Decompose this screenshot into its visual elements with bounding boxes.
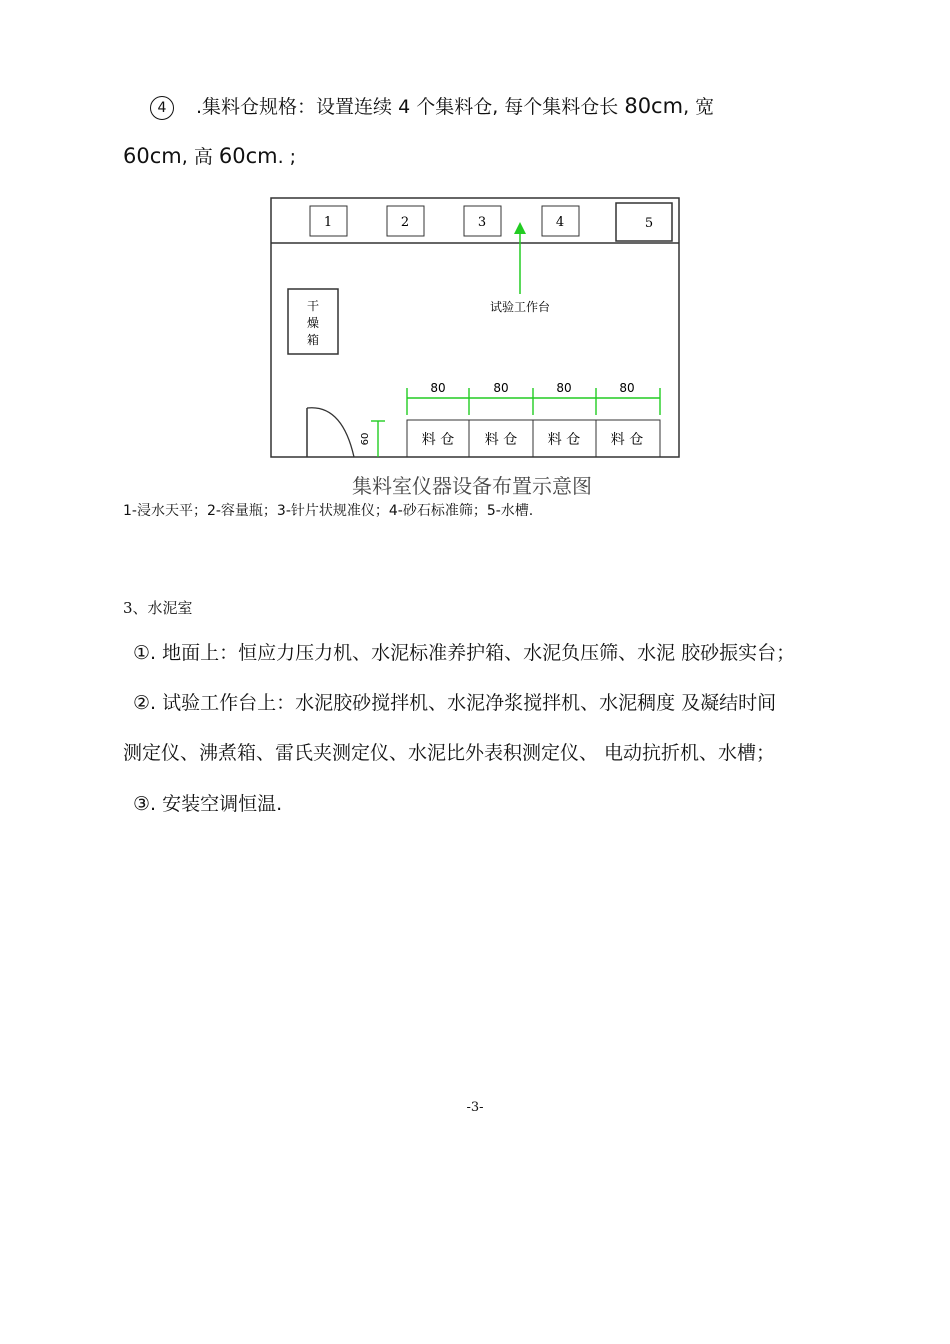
section-heading: 3、水泥室 bbox=[123, 599, 193, 617]
circled-number-marker: 4 bbox=[150, 96, 174, 120]
drying-oven-label: 燥 bbox=[306, 316, 320, 330]
list-item: ②. 试验工作台上：水泥胶砂搅拌机、水泥净浆搅拌机、水泥稠度 及凝结时间 bbox=[133, 692, 777, 714]
page-number: -3- bbox=[466, 1100, 484, 1115]
aggregate-bin-label: 料 仓 bbox=[547, 432, 581, 448]
list-item: ③. 安装空调恒温. bbox=[133, 793, 283, 815]
aggregate-bin-label: 料 仓 bbox=[610, 432, 644, 448]
drying-oven-label: 干 bbox=[306, 299, 320, 313]
equipment-box-label: 1 bbox=[323, 215, 333, 230]
spec-width: 60cm bbox=[123, 144, 182, 168]
equipment-box-label: 4 bbox=[555, 215, 565, 230]
equipment-box-label: 3 bbox=[477, 215, 487, 230]
layout-diagram bbox=[270, 196, 685, 500]
figure-caption: 1-浸水天平；2-容量瓶；3-针片状规准仪；4-砂石标准筛；5-水槽. bbox=[123, 503, 534, 519]
equipment-box-label: 2 bbox=[400, 215, 410, 230]
door-swing-arc bbox=[307, 408, 354, 457]
dimension-label: 80 bbox=[430, 381, 446, 395]
workbench-label: 试验工作台 bbox=[489, 300, 551, 314]
dimension-label: 80 bbox=[493, 381, 509, 395]
list-item-continued: 测定仪、沸煮箱、雷氏夹测定仪、水泥比外表积测定仪、 电动抗折机、水槽； bbox=[123, 742, 776, 764]
spec-text: .集料仓规格：设置连续 4 个集料仓, 每个集料仓长 bbox=[196, 96, 625, 118]
spec-end: . ; bbox=[277, 146, 297, 168]
dimension-label: 80 bbox=[556, 381, 572, 395]
dimension-label: 80 bbox=[619, 381, 635, 395]
spec-line-2 bbox=[123, 142, 296, 169]
room-outline bbox=[271, 198, 679, 457]
list-item: ①. 地面上：恒应力压力机、水泥标准养护箱、水泥负压筛、水泥 胶砂振实台； bbox=[133, 642, 796, 664]
figure-title: 集料室仪器设备布置示意图 bbox=[352, 474, 592, 498]
spec-height: 60cm bbox=[218, 144, 278, 168]
spec-sep: , 高 bbox=[181, 146, 219, 168]
spec-text2: , 宽 bbox=[683, 96, 715, 118]
spec-line-1 bbox=[150, 92, 714, 120]
equipment-box-label: 5 bbox=[644, 216, 654, 231]
aggregate-bin-label: 料 仓 bbox=[421, 432, 455, 448]
drying-oven-label: 箱 bbox=[306, 333, 320, 347]
spec-length: 80cm bbox=[624, 94, 684, 118]
aggregate-bin-label: 料 仓 bbox=[484, 432, 518, 448]
height-dimension-label: 60 bbox=[360, 432, 371, 446]
